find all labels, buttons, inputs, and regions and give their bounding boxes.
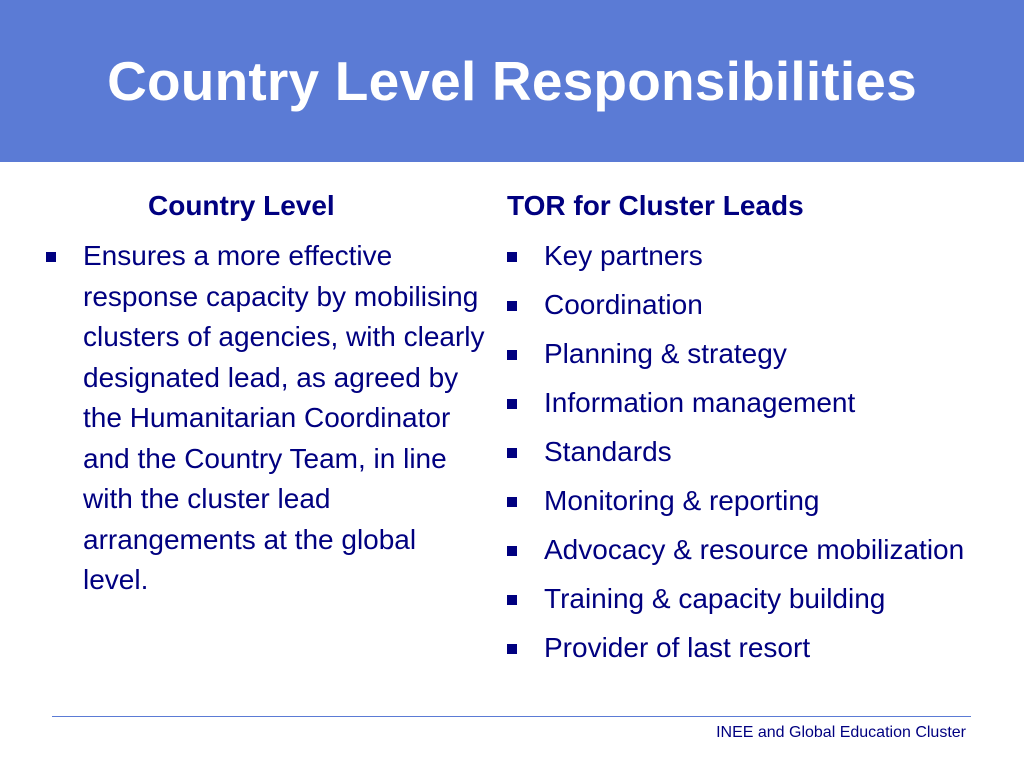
right-bullet-text: Information management [544, 387, 856, 418]
square-bullet-icon [507, 546, 517, 556]
slide-title: Country Level Responsibilities [107, 50, 917, 112]
right-bullet-text: Standards [544, 436, 672, 467]
right-bullet-item [507, 579, 1007, 620]
right-bullet-item [507, 628, 1007, 669]
square-bullet-icon [507, 350, 517, 360]
square-bullet-icon [507, 399, 517, 409]
square-bullet-icon [507, 497, 517, 507]
right-bullet-list [507, 236, 1007, 677]
square-bullet-icon [507, 644, 517, 654]
left-column-heading: Country Level [148, 190, 335, 221]
square-bullet-icon [507, 595, 517, 605]
right-bullet-text: Provider of last resort [544, 632, 811, 663]
right-bullet-item [507, 530, 1007, 571]
right-column-heading: TOR for Cluster Leads [507, 190, 804, 221]
right-bullet-item [507, 236, 1007, 277]
right-bullet-item [507, 334, 1007, 375]
right-bullet-item [507, 432, 1007, 473]
right-bullet-item [507, 285, 1007, 326]
right-bullet-item [507, 481, 1007, 522]
left-bullet-text: Ensures a more effective response capacity by mobilising clusters of agencies, with clearly designated lead, as agreed by the Humanitarian Coordinator and the Country Team, in line with the cluster lead arrangements at the global level. [83, 240, 485, 595]
right-bullet-text: Advocacy & resource mobilization [544, 534, 965, 565]
right-bullet-text: Planning & strategy [544, 338, 787, 369]
square-bullet-icon [507, 448, 517, 458]
left-bullet-list [46, 236, 486, 609]
square-bullet-icon [507, 301, 517, 311]
square-bullet-icon [507, 252, 517, 262]
footer-divider [52, 716, 971, 717]
right-bullet-text: Coordination [544, 289, 703, 320]
right-bullet-text: Training & capacity building [544, 583, 886, 614]
square-bullet-icon [46, 252, 56, 262]
footer-text: INEE and Global Education Cluster [716, 724, 966, 741]
left-bullet-item [46, 236, 486, 601]
right-bullet-item [507, 383, 1007, 424]
right-bullet-text: Key partners [544, 240, 703, 271]
right-bullet-text: Monitoring & reporting [544, 485, 820, 516]
